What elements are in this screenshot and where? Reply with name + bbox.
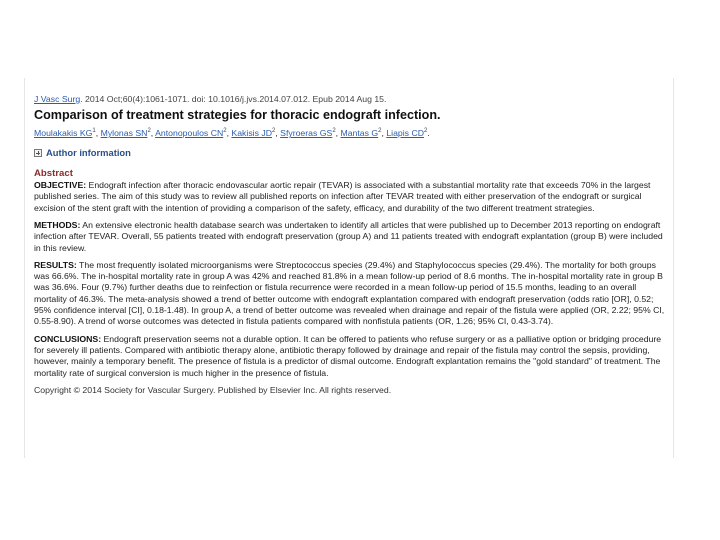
section-label: METHODS: bbox=[34, 219, 81, 230]
section-text: Endograft infection after thoracic endovascular aortic repair (TEVAR) is associated with a substantial mortality rate that exceeds 70% in the largest published series. The aim of this study was to review all published reports on infection after TEVAR treated with either preservation of the endograft or surgical excision of the stent graft with the intention of providing a comparison of the safety, efficacy, and durability of the two different treatment strategies. bbox=[34, 180, 651, 213]
author-information-toggle[interactable] bbox=[34, 147, 666, 158]
journal-link[interactable]: J Vasc Surg bbox=[34, 94, 81, 104]
section-text: An extensive electronic health database search was undertaken to identify all articles that were published up to December 2013 reporting on endograft infection after TEVAR. Overall, 55 patients treated with endograft preservation (group A) and 11 patients treated with endograft explantation (group B) were included in this review. bbox=[34, 219, 663, 253]
copyright-notice: Copyright © 2014 Society for Vascular Surgery. Published by Elsevier Inc. All rights reserved. bbox=[34, 384, 392, 395]
author-affiliation-number: 2 bbox=[424, 128, 428, 135]
author-affiliation-number: 2 bbox=[147, 128, 151, 135]
author-link[interactable]: Moulakakis KG bbox=[34, 128, 93, 139]
author-affiliation-number: 2 bbox=[271, 128, 276, 135]
author-link[interactable]: Mantas G bbox=[340, 128, 379, 139]
section-label: CONCLUSIONS: bbox=[34, 333, 102, 344]
author-link[interactable]: Sfyroeras GS bbox=[280, 128, 333, 139]
author-information-label: Author information bbox=[46, 147, 131, 159]
abstract-methods bbox=[34, 220, 666, 254]
author-affiliation-number: 2 bbox=[378, 128, 382, 135]
author-link[interactable]: Mylonas SN bbox=[100, 128, 148, 139]
section-text: Endograft preservation seems not a durable option. It can be offered to patients who refuse surgery or as a palliative option or bridging procedure for severely ill patients. Compared with antibiotic therapy alone, antibiotic therapy followed by drainage and repair of the fistula may control the sepsis, providing, however, mainly a temporary benefit. The presence of fistula is a predictor of dismal outcome. Endograft explantation remains the "gold standard" of treatment. The mortality rate of surgical conversion is much higher in the presence of fistula. bbox=[34, 333, 662, 378]
abstract-objective bbox=[34, 180, 666, 214]
citation-details: . 2014 Oct;60(4):1061-1071. doi: 10.1016/j.jvs.2014.07.012. Epub 2014 Aug 15. bbox=[80, 94, 387, 104]
author-link[interactable]: Liapis CD bbox=[386, 128, 424, 139]
expand-plus-icon bbox=[34, 149, 42, 157]
section-label: OBJECTIVE: bbox=[34, 180, 87, 191]
author-affiliation-number: 1 bbox=[92, 128, 96, 135]
abstract-conclusions bbox=[34, 334, 666, 379]
abstract-page bbox=[34, 94, 666, 396]
author-affiliation-number: 2 bbox=[223, 128, 227, 135]
section-label: RESULTS: bbox=[34, 259, 77, 270]
abstract-results bbox=[34, 260, 666, 328]
abstract-heading: Abstract bbox=[34, 167, 73, 179]
article-title: Comparison of treatment strategies for thoracic endograft infection. bbox=[34, 108, 441, 123]
author-affiliation-number: 2 bbox=[332, 128, 336, 135]
author-link[interactable]: Kakisis JD bbox=[231, 128, 272, 139]
citation-line bbox=[34, 94, 666, 105]
author-list: Moulakakis $KG^1$, Mylonas $SN^2$, Antonopoulos $CN^2$, Kakisis $JD^2$, Sfyroeras $GS^2$, Mantas $G^2$, Liapis $CD^2$. bbox=[34, 128, 430, 139]
section-text: The most frequently isolated microorganisms were Streptococcus species (29.4%) and Staphylococcus species (29.4%). The mortality for both groups was 66.6%. The in-hospital mortality rate in group A was 42% and reached 81.8% in a mean follow-up period of 8.6 months. The in-hospital mortality rate in group B was 36.6%. Four (9.7%) further deaths due to reinfection or fistula recurrence were recorded in a mean follow-up period of 15.5 months, leading to an overall mortality of 46.3%. The meta-analysis showed a trend of better outcome with endograft explantation compared with endograft preservation (odds ratio [OR], 0.52; 95% confidence interval [CI], 0.18-1.48). In group A, a trend of better outcome was revealed when drainage and repair of the fistula were applied (OR, 2.22; 95% CI, 0.55-8.90). A trend of worse outcomes was detected in fistula patients compared with nonfistula patients (OR, 1.26; 95% CI, 0.43-3.74). bbox=[34, 259, 665, 327]
author-link[interactable]: Antonopoulos CN bbox=[155, 128, 224, 139]
